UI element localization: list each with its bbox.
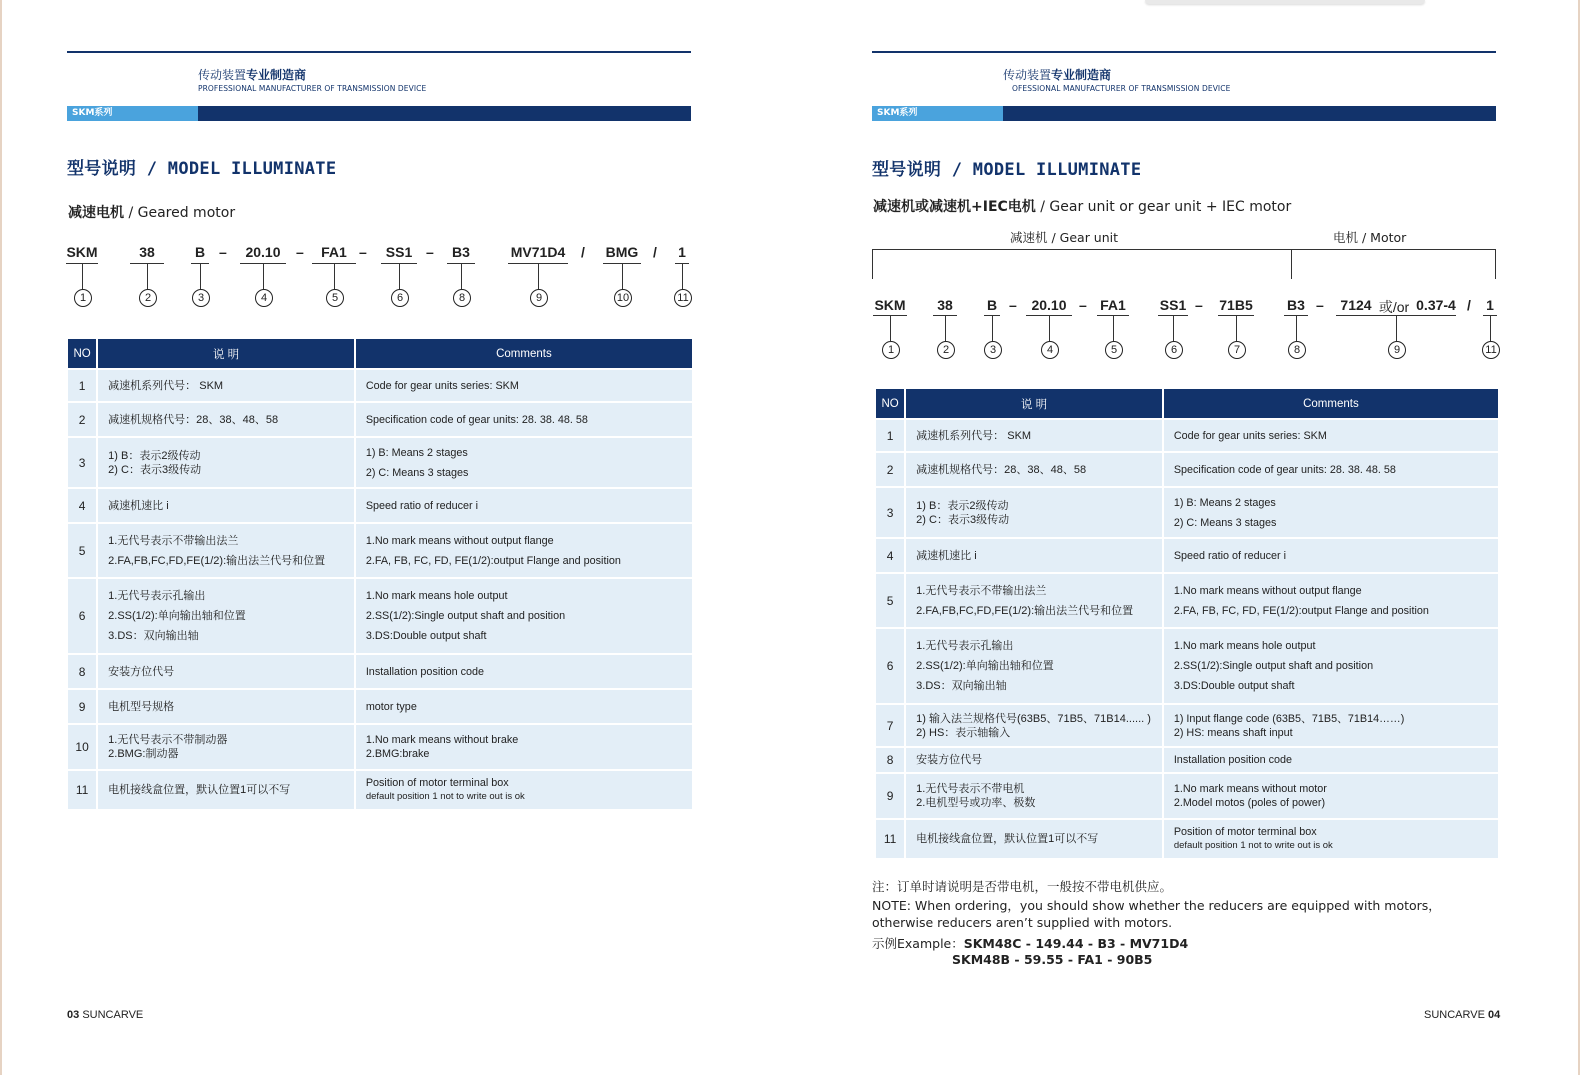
header-comments: Comments bbox=[356, 339, 692, 368]
row-number: 11 bbox=[68, 771, 96, 809]
table-row bbox=[68, 579, 692, 653]
row-comment-en bbox=[356, 438, 692, 487]
company-name-en: OFESSIONAL MANUFACTURER OF TRANSMISSION DEVICE bbox=[1012, 84, 1231, 93]
model-code-segment: 0.37-4 bbox=[1416, 297, 1456, 313]
company-name-cn: 传动装置专业制造商 bbox=[198, 68, 307, 82]
series-bar bbox=[67, 106, 691, 121]
callout-number: 6 bbox=[1165, 341, 1183, 359]
table-header-row bbox=[876, 389, 1498, 418]
table-row bbox=[876, 748, 1498, 772]
row-description-cn bbox=[906, 774, 1162, 818]
header-rule bbox=[872, 51, 1496, 53]
description-line: 1) B：表示2级传动 bbox=[916, 499, 1009, 512]
comment-line: 3.DS:Double output shaft bbox=[1173, 680, 1295, 692]
callout-number: 10 bbox=[614, 289, 632, 307]
description-line: 1.无代号表示不带输出法兰 bbox=[916, 584, 1047, 597]
comment-line: 1.No mark means without motor bbox=[1173, 783, 1327, 795]
comment-line: 2.SS(1/2):Single output shaft and position bbox=[365, 610, 566, 622]
description-line: 1.无代号表示不带电机 bbox=[916, 783, 1025, 795]
header-no: NO bbox=[876, 389, 904, 418]
callout-number: 1 bbox=[882, 341, 900, 359]
comment-line: Speed ratio of reducer i bbox=[365, 499, 479, 512]
description-line: 2) C：表示3级传动 bbox=[108, 463, 202, 476]
code-separator: – bbox=[296, 244, 304, 260]
comment-line: 1.No mark means hole output bbox=[1173, 640, 1316, 652]
code-leader-line bbox=[334, 263, 335, 289]
row-description-cn bbox=[98, 579, 354, 653]
row-number: 2 bbox=[876, 453, 904, 486]
row-number: 5 bbox=[68, 524, 96, 577]
code-leader-line bbox=[147, 263, 148, 289]
model-code-segment: 71B5 bbox=[1219, 297, 1253, 313]
table-row bbox=[876, 820, 1498, 858]
model-code-segment: SKM bbox=[874, 297, 906, 313]
table-row bbox=[68, 771, 692, 809]
model-code-segment: SS1 bbox=[1159, 297, 1187, 313]
model-code-segment: SKM bbox=[66, 244, 98, 260]
callout-number: 11 bbox=[674, 289, 692, 307]
code-leader-line bbox=[945, 315, 946, 341]
spec-table bbox=[874, 387, 1500, 860]
comment-line: 3.DS:Double output shaft bbox=[365, 630, 487, 642]
row-comment-en bbox=[1164, 488, 1498, 537]
model-code-segment: 或/or bbox=[1378, 299, 1410, 315]
table-row bbox=[876, 420, 1498, 451]
comment-line: 2.SS(1/2):Single output shaft and position bbox=[1173, 660, 1374, 672]
row-comment-en bbox=[1164, 705, 1498, 746]
code-leader-line bbox=[1049, 315, 1050, 341]
description-line: 减速机速比 i bbox=[916, 549, 977, 562]
row-number: 6 bbox=[876, 629, 904, 703]
callout-number: 2 bbox=[937, 341, 955, 359]
description-line: 减速机规格代号：28、38、48、58 bbox=[916, 463, 1087, 476]
description-line: 3.DS：双向输出轴 bbox=[916, 680, 1007, 692]
code-separator: – bbox=[1079, 297, 1087, 313]
description-line: 2) HS：表示轴输入 bbox=[916, 726, 1011, 739]
model-code-segment: 20.10 bbox=[245, 244, 281, 260]
comment-line: Speed ratio of reducer i bbox=[1173, 549, 1287, 562]
description-line: 1) 输入法兰规格代号(63B5、71B5、71B14...... ) bbox=[916, 712, 1151, 725]
row-description-cn bbox=[98, 438, 354, 487]
example-line-2: SKM48B - 59.55 - FA1 - 90B5 bbox=[952, 952, 1153, 967]
row-comment-en bbox=[356, 690, 692, 723]
model-code-segment: 1 bbox=[678, 244, 686, 260]
model-code-segment: 20.10 bbox=[1031, 297, 1067, 313]
header-no: NO bbox=[68, 339, 96, 368]
series-tag: SKM系列 bbox=[872, 106, 1003, 121]
table-row bbox=[876, 774, 1498, 818]
row-comment-en bbox=[356, 771, 692, 809]
callout-number: 3 bbox=[984, 341, 1002, 359]
right-page bbox=[790, 0, 1580, 1075]
row-comment-en bbox=[356, 725, 692, 769]
subtitle: 减速电机 / Geared motor bbox=[68, 205, 236, 221]
comment-line: 2.FA, FB, FC, FD, FE(1/2):output Flange and position bbox=[365, 554, 621, 567]
description-line: 2.BMG:制动器 bbox=[108, 748, 179, 760]
comment-line: Position of motor terminal box bbox=[1173, 826, 1317, 838]
description-line: 减速机系列代号： SKM bbox=[916, 429, 1032, 442]
description-line: 2.FA,FB,FC,FD,FE(1/2):输出法兰代号和位置 bbox=[916, 604, 1134, 617]
note-cn: 注：订单时请说明是否带电机，一般按不带电机供应。 bbox=[872, 879, 1173, 894]
series-bar bbox=[872, 106, 1496, 121]
gear-unit-bracket-label: 减速机 / Gear unit bbox=[1010, 230, 1119, 245]
comment-line: 1.No mark means hole output bbox=[365, 590, 508, 602]
header-description: 说 明 bbox=[98, 339, 354, 368]
callout-number: 2 bbox=[139, 289, 157, 307]
row-number: 9 bbox=[68, 690, 96, 723]
model-code-segment: B bbox=[986, 297, 998, 313]
row-number: 5 bbox=[876, 574, 904, 627]
row-description-cn bbox=[906, 629, 1162, 703]
model-code-segment: 7124 bbox=[1340, 297, 1372, 313]
comment-line: 1.No mark means without output flange bbox=[365, 534, 554, 547]
header-comments: Comments bbox=[1164, 389, 1498, 418]
example-line-1: 示例Example：SKM48C - 149.44 - B3 - MV71D4 bbox=[872, 936, 1189, 951]
comment-line: 1) B: Means 2 stages bbox=[365, 446, 468, 459]
page-footer: 03 SUNCARVE bbox=[67, 1009, 144, 1021]
top-tab bbox=[1145, 0, 1425, 4]
row-description-cn bbox=[98, 655, 354, 688]
row-comment-en bbox=[1164, 453, 1498, 486]
row-number: 3 bbox=[876, 488, 904, 537]
model-code-segment: MV71D4 bbox=[510, 244, 566, 260]
motor-bracket-label: 电机 / Motor bbox=[1333, 230, 1407, 245]
row-number: 2 bbox=[68, 403, 96, 436]
table-row bbox=[876, 629, 1498, 703]
callout-number: 7 bbox=[1228, 341, 1246, 359]
description-line: 安装方位代号 bbox=[108, 665, 175, 678]
row-number: 8 bbox=[68, 655, 96, 688]
code-leader-line bbox=[82, 263, 83, 289]
code-separator: – bbox=[219, 244, 227, 260]
code-leader-line bbox=[682, 263, 683, 289]
table-row bbox=[68, 524, 692, 577]
comment-line: 1) B: Means 2 stages bbox=[1173, 496, 1276, 509]
description-line: 电机接线盒位置，默认位置1可以不写 bbox=[916, 833, 1099, 845]
spec-table bbox=[66, 337, 694, 811]
description-line: 1.无代号表示孔输出 bbox=[916, 640, 1014, 652]
callout-number: 6 bbox=[391, 289, 409, 307]
row-comment-en bbox=[356, 524, 692, 577]
row-description-cn bbox=[98, 524, 354, 577]
code-leader-line bbox=[622, 263, 623, 289]
bracket-tick bbox=[872, 249, 873, 279]
row-description-cn bbox=[98, 771, 354, 809]
code-leader-line bbox=[461, 263, 462, 289]
code-leader-line bbox=[1396, 315, 1397, 341]
comment-line: Specification code of gear units: 28. 38. 48. 58 bbox=[365, 413, 588, 426]
row-comment-en bbox=[1164, 748, 1498, 772]
header-rule bbox=[67, 51, 691, 53]
description-line: 减速机速比 i bbox=[108, 499, 169, 512]
row-number: 1 bbox=[68, 370, 96, 401]
comment-line: default position 1 not to write out is ok bbox=[1173, 840, 1333, 851]
comment-line: 2) HS: means shaft input bbox=[1173, 726, 1293, 739]
model-code-segment: 38 bbox=[937, 297, 953, 313]
row-description-cn bbox=[906, 574, 1162, 627]
comment-line: 1.No mark means without brake bbox=[365, 734, 519, 746]
row-number: 4 bbox=[68, 489, 96, 522]
section-title: 型号说明 / MODEL ILLUMINATE bbox=[872, 160, 1142, 180]
model-code-segment: B bbox=[194, 244, 206, 260]
comment-line: Code for gear units series: SKM bbox=[365, 379, 519, 392]
page-edge bbox=[0, 0, 2, 1075]
callout-number: 5 bbox=[326, 289, 344, 307]
row-description-cn bbox=[906, 420, 1162, 451]
model-code-segment: SS1 bbox=[385, 244, 413, 260]
code-leader-line bbox=[200, 263, 201, 289]
comment-line: 2.BMG:brake bbox=[365, 748, 430, 760]
callout-number: 8 bbox=[1288, 341, 1306, 359]
model-code-segment: BMG bbox=[605, 244, 639, 260]
callout-number: 11 bbox=[1482, 341, 1500, 359]
table-row bbox=[68, 370, 692, 401]
code-separator: – bbox=[1316, 297, 1324, 313]
model-code-segment: 38 bbox=[139, 244, 155, 260]
row-comment-en bbox=[1164, 774, 1498, 818]
model-code-segment: 1 bbox=[1486, 297, 1494, 313]
model-code-segment: FA1 bbox=[1100, 297, 1126, 313]
comment-line: motor type bbox=[365, 700, 417, 713]
row-description-cn bbox=[98, 370, 354, 401]
comment-line: 2) C: Means 3 stages bbox=[365, 466, 469, 479]
subtitle: 减速机或减速机+IEC电机 / Gear unit or gear unit + IEC motor bbox=[873, 199, 1292, 215]
callout-number: 4 bbox=[1041, 341, 1059, 359]
description-line: 2.FA,FB,FC,FD,FE(1/2):输出法兰代号和位置 bbox=[108, 554, 326, 567]
code-separator: / bbox=[1467, 297, 1471, 313]
callout-number: 8 bbox=[453, 289, 471, 307]
comment-line: 1) Input flange code (63B5、71B5、71B14……) bbox=[1173, 712, 1405, 725]
row-number: 10 bbox=[68, 725, 96, 769]
comment-line: default position 1 not to write out is ok bbox=[365, 791, 525, 802]
description-line: 电机型号规格 bbox=[108, 700, 175, 713]
row-comment-en bbox=[1164, 820, 1498, 858]
table-row bbox=[876, 453, 1498, 486]
comment-line: 1.No mark means without output flange bbox=[1173, 584, 1362, 597]
callout-number: 1 bbox=[74, 289, 92, 307]
description-line: 2.SS(1/2):单向输出轴和位置 bbox=[108, 610, 246, 622]
code-leader-line bbox=[1236, 315, 1237, 341]
row-description-cn bbox=[906, 453, 1162, 486]
comment-line: 2.FA, FB, FC, FD, FE(1/2):output Flange and position bbox=[1173, 604, 1429, 617]
row-comment-en bbox=[356, 489, 692, 522]
row-description-cn bbox=[906, 539, 1162, 572]
callout-number: 4 bbox=[255, 289, 273, 307]
row-comment-en bbox=[356, 579, 692, 653]
description-line: 1.无代号表示不带制动器 bbox=[108, 734, 228, 746]
row-number: 6 bbox=[68, 579, 96, 653]
table-row bbox=[876, 574, 1498, 627]
table-row bbox=[68, 489, 692, 522]
comment-line: Installation position code bbox=[365, 665, 485, 678]
row-description-cn bbox=[98, 725, 354, 769]
code-separator: – bbox=[1009, 297, 1017, 313]
row-comment-en bbox=[1164, 574, 1498, 627]
code-underline bbox=[1336, 315, 1456, 316]
code-separator: – bbox=[426, 244, 434, 260]
bracket-tick bbox=[1291, 249, 1292, 279]
comment-line: Position of motor terminal box bbox=[365, 777, 509, 789]
row-description-cn bbox=[906, 820, 1162, 858]
callout-number: 3 bbox=[192, 289, 210, 307]
section-title: 型号说明 / MODEL ILLUMINATE bbox=[67, 159, 337, 179]
code-leader-line bbox=[890, 315, 891, 341]
model-code-segment: B3 bbox=[1287, 297, 1305, 313]
row-description-cn bbox=[906, 705, 1162, 746]
bracket-tick bbox=[1495, 249, 1496, 279]
comment-line: 2.Model motos (poles of power) bbox=[1173, 797, 1326, 809]
note-en: NOTE: When ordering，you should show whether the reducers are equipped with motors，otherwise reducers aren’t supplied with motors. bbox=[872, 898, 1441, 930]
table-row bbox=[876, 539, 1498, 572]
company-name-en: PROFESSIONAL MANUFACTURER OF TRANSMISSION DEVICE bbox=[198, 84, 427, 93]
description-line: 2.电机型号或功率、极数 bbox=[916, 797, 1036, 809]
table-row bbox=[68, 403, 692, 436]
row-number: 11 bbox=[876, 820, 904, 858]
table-row bbox=[68, 655, 692, 688]
code-separator: / bbox=[581, 244, 585, 260]
table-row bbox=[68, 438, 692, 487]
row-description-cn bbox=[98, 403, 354, 436]
description-line: 电机接线盒位置，默认位置1可以不写 bbox=[108, 784, 291, 796]
code-separator: / bbox=[653, 244, 657, 260]
description-line: 3.DS：双向输出轴 bbox=[108, 630, 199, 642]
model-code-segment: FA1 bbox=[321, 244, 347, 260]
code-leader-line bbox=[1113, 315, 1114, 341]
description-line: 1.无代号表示不带输出法兰 bbox=[108, 534, 239, 547]
table-row bbox=[876, 488, 1498, 537]
row-number: 7 bbox=[876, 705, 904, 746]
bracket-line bbox=[872, 249, 1496, 250]
row-comment-en bbox=[356, 655, 692, 688]
code-leader-line bbox=[992, 315, 993, 341]
description-line: 减速机系列代号： SKM bbox=[108, 379, 224, 392]
row-number: 3 bbox=[68, 438, 96, 487]
code-leader-line bbox=[538, 263, 539, 289]
row-number: 4 bbox=[876, 539, 904, 572]
header-description: 说 明 bbox=[906, 389, 1162, 418]
table-row bbox=[876, 705, 1498, 746]
code-separator: – bbox=[359, 244, 367, 260]
code-leader-line bbox=[399, 263, 400, 289]
code-leader-line bbox=[1173, 315, 1174, 341]
comment-line: Code for gear units series: SKM bbox=[1173, 429, 1327, 442]
description-line: 1) B：表示2级传动 bbox=[108, 449, 201, 462]
row-description-cn bbox=[906, 488, 1162, 537]
series-tag: SKM系列 bbox=[67, 106, 198, 121]
row-number: 1 bbox=[876, 420, 904, 451]
comment-line: Installation position code bbox=[1173, 754, 1293, 766]
row-comment-en bbox=[1164, 420, 1498, 451]
row-number: 8 bbox=[876, 748, 904, 772]
table-header-row bbox=[68, 339, 692, 368]
comment-line: Specification code of gear units: 28. 38. 48. 58 bbox=[1173, 463, 1396, 476]
row-description-cn bbox=[98, 690, 354, 723]
callout-number: 5 bbox=[1105, 341, 1123, 359]
description-line: 1.无代号表示孔输出 bbox=[108, 590, 206, 602]
model-code-segment: B3 bbox=[452, 244, 470, 260]
row-comment-en bbox=[356, 403, 692, 436]
code-leader-line bbox=[263, 263, 264, 289]
callout-number: 9 bbox=[530, 289, 548, 307]
page-footer: SUNCARVE 04 bbox=[1424, 1009, 1501, 1021]
company-name-cn: 传动装置专业制造商 bbox=[1003, 68, 1112, 82]
comment-line: 2) C: Means 3 stages bbox=[1173, 516, 1277, 529]
row-number: 9 bbox=[876, 774, 904, 818]
description-line: 2) C：表示3级传动 bbox=[916, 513, 1010, 526]
row-comment-en bbox=[1164, 629, 1498, 703]
description-line: 减速机规格代号：28、38、48、58 bbox=[108, 413, 279, 426]
code-leader-line bbox=[1490, 315, 1491, 341]
row-comment-en bbox=[356, 370, 692, 401]
row-comment-en bbox=[1164, 539, 1498, 572]
callout-number: 9 bbox=[1388, 341, 1406, 359]
code-separator: – bbox=[1195, 297, 1203, 313]
code-leader-line bbox=[1296, 315, 1297, 341]
row-description-cn bbox=[98, 489, 354, 522]
table-row bbox=[68, 725, 692, 769]
row-description-cn bbox=[906, 748, 1162, 772]
description-line: 安装方位代号 bbox=[916, 754, 983, 766]
table-row bbox=[68, 690, 692, 723]
description-line: 2.SS(1/2):单向输出轴和位置 bbox=[916, 660, 1054, 672]
